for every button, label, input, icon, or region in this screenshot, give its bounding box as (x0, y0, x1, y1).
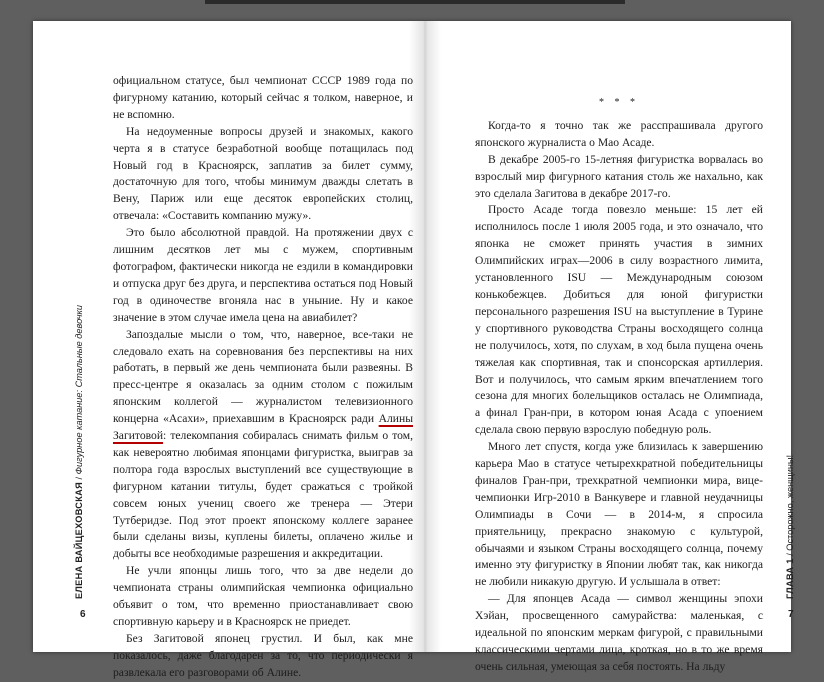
paragraph: В декабре 2005-го 15-летняя фигуристка ворвалась во взрослый мир фигурного катания столь же нахально, как это сделала Загитова в декабре 2017-го. (475, 152, 763, 200)
paragraph: На недоуменные вопросы друзей и знакомых, какого черта я в статусе безработной вообще потащилась под Новый год в Красноярск, заплатив за билет сумму, достаточную для того, чтобы минимум дважды слетать в Вену, Париж или еще десяток европейских столиц, отвечала: «Составить компанию мужу». (113, 124, 413, 223)
left-running-head: ЕЛЕНА ВАЙЦЕХОВСКАЯ / Фигурное катание: Стальные девочки (74, 305, 84, 599)
paragraph: Просто Асаде тогда повезло меньше: 15 лет ей исполнилось после 1 июля 2005 года, и это означало, что японка не сможет принять участия в зимних Олимпийских играх—2006 в силу возрастного лимита, установленного ISU — Международным союзом конькобежцев. Добиться для юной фигуристки персонального разрешения ISU на выступление в Турине у спортивного руководства Страны восходящего солнца не получилось, хотя, по слухам, в ход была пущена очень тяжелая как спортивная, так и спонсорская артиллерия. Вот и получилось, что самым ярким впечатлением того сезона для многих болельщиков осталась не Олимпиада, а финал Гран-при, в котором юная Асада с упоением сделала свою первую взрослую победную роль. (475, 203, 763, 437)
paragraph: — Для японцев Асада — символ женщины эпохи Хэйан, просвещенного самурайства: маленькая, с идеальной по японским меркам фигурой, с правильными классическими чертами лица, кроткая, но в то же время очень сильная, умеющая за себя постоять. На льду (475, 592, 763, 673)
paragraph: Без Загитовой японец грустил. И был, как мне показалось, даже благодарен за то, что периодически я развлекала его разговорами об Алине. (113, 631, 413, 679)
right-running-head: ГЛАВА 1 / Осторожно, женщины! (785, 454, 795, 599)
paragraph: официальном статусе, был чемпионат СССР 1989 года по фигурному катанию, который сейчас я толком, наверное, и не вспомню. (113, 74, 413, 121)
viewer-top-bar (205, 0, 625, 4)
left-page-number: 6 (80, 609, 86, 620)
section-separator: * * * (599, 97, 639, 108)
left-page-body (113, 73, 413, 682)
chapter-label: ГЛАВА 1 (785, 558, 795, 599)
book-gutter (409, 21, 441, 652)
paragraph: Когда-то я точно так же расспрашивала другого японского журналиста о Мао Асаде. (475, 118, 763, 149)
paragraph: Запоздалые мысли о том, что, наверное, все-таки не следовало ехать на соревнования без перспективы на них работать, в первый же день чемпионата были развеяны. В пресс-центре я оказалась за одним столом с пожилым японским коллегой — журналистом телевизионного концерна «Асахи», приехавшим в Красноярск ради Алины Загитовой: телекомпания собиралась снимать фильм о том, как невероятно любимая японцами фигуристка, выиграв за полтора года взрослых выступлений все существующие в фигурном катании титулы, будет сражаться с тройкой совсем юных учениц своего же тренера — Этери Тутберидзе. Под этот проект японскому коллеге заранее были сделаны визы, куплены билеты, оплачено жилье и добыты все необходимые разрешения и аккредитации. (113, 327, 413, 561)
highlighted-name: Алины Загитовой (113, 412, 413, 443)
right-page-body (475, 95, 763, 676)
paragraph: Это было абсолютной правдой. На протяжении двух с лишним десятков лет мы с мужем, спортивным фотографом, фактически никогда не ездили в командировки и отпуска друг без друга, и перспектива остаться под Новый год в одиночестве вгоняла нас в уныние. Ну и какое значение в этом случае имела цена на авиабилет? (113, 226, 413, 324)
book-spread (33, 21, 795, 679)
book-title: Фигурное катание: Стальные девочки (74, 305, 84, 475)
paragraph: Много лет спустя, когда уже близилась к завершению карьера Мао в статусе четырехкратной победительницы финалов Гран-при, трехкратной чемпионки мира, вице-чемпионки Игр-2010 в Ванкувере и главной неудачницы Олимпиады в Сочи — в 2014-м, я спросила приятельницу, прекрасно знакомую с культурой, обычаями и языком Страны восходящего солнца, почему именно эту фигуристку в Японии любят так, как никогда не любили никакую другую. И услышала в ответ: (475, 440, 763, 589)
right-page-number: 7 (788, 609, 794, 620)
paragraph: Не учли японцы лишь того, что за две недели до чемпионата страны олимпийская чемпионка официально объявит о том, что временно приостанавливает свою спортивную карьеру и в Красноярск не приедет. (113, 564, 413, 628)
author-name: ЕЛЕНА ВАЙЦЕХОВСКАЯ (74, 482, 84, 599)
chapter-title: Осторожно, женщины! (785, 454, 795, 551)
